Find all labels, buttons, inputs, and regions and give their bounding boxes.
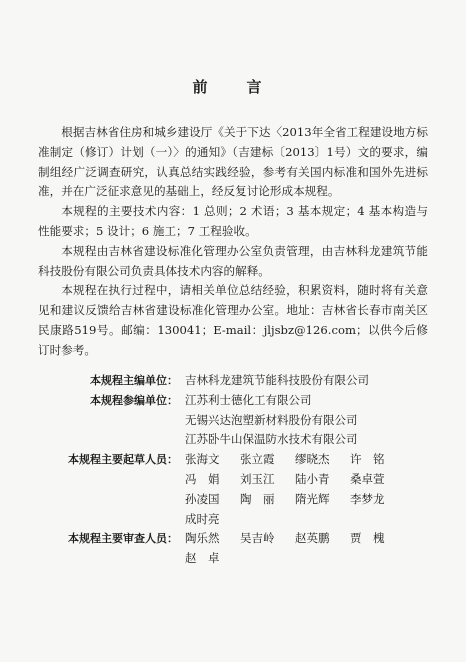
org-name: 江苏利士德化工有限公司 [185,392,312,407]
person-name: 刘玉江 [240,471,275,486]
person-name: 成时亮 [185,511,220,526]
participant-orgs [178,391,358,450]
reviewers-label: 本规程主要审查人员： [68,532,178,546]
chief-editor-row [61,371,441,391]
preface-paragraph-2: 本规程的主要技术内容：1 总则；2 术语；3 基本规定；4 基本构造与性能要求；5 设计；6 施工；7 工程验收。 [38,204,428,238]
org-name: 吉林科龙建筑节能科技股份有限公司 [185,373,369,387]
person-name: 陆小青 [295,471,330,486]
org-name: 无锡兴达泡塑新材料股份有限公司 [185,412,358,427]
person-name: 张立霞 [240,452,275,467]
person-name: 赵英鹏 [295,531,330,546]
reviewers-row [61,529,441,569]
person-name: 李梦龙 [350,491,385,506]
person-name: 陶 丽 [240,491,275,506]
person-name: 缪晓杰 [295,452,330,467]
person-name: 许 铭 [350,452,385,467]
preface-paragraph-4: 本规程在执行过程中，请相关单位总结经验，积累资料，随时将有关意见和建议反馈给吉林省建设标准化管理办公室。地址：吉林省长春市南关区民康路519号。邮编：130041；E-mail：jljsbz@126.com；以供今后修订时参考。 [38,283,428,357]
person-name: 陶乐然 [185,531,220,546]
preface-body [38,123,428,361]
org-name: 江苏卧牛山保温防水技术有限公司 [185,432,358,447]
chief-editor-label: 本规程主编单位： [90,374,178,387]
chief-editor-orgs [178,371,369,391]
drafter-names [178,450,398,529]
participants-label: 本规程参编单位： [90,393,178,407]
preface-paragraph-3: 本规程由吉林省建设标准化管理办公室负责管理，由吉林科龙建筑节能科技股份有限公司负责具体技术内容的解释。 [38,243,428,278]
preface-paragraph-1: 根据吉林省住房和城乡建设厅《关于下达〈2013年全省工程建设地方标准制定（修订）计划（一）〉的通知》（吉建标〔2013〕1号）文的要求，编制组经广泛调查研究，认真总结实践经验，参考有关国内标准和国外先进标准，并在广泛征求意见的基础上，经反复讨论形成本规程。 [38,125,428,199]
personnel-roster [61,371,441,569]
person-name: 贾 槐 [350,531,385,546]
person-name: 张海文 [185,452,220,467]
person-name: 赵 卓 [185,551,220,566]
drafters-label: 本规程主要起草人员： [68,453,178,467]
drafters-row [61,450,441,529]
page-title: 前 言 [192,78,274,96]
person-name: 隋光辉 [295,491,330,506]
person-name: 吴吉岭 [240,531,275,546]
participants-row [61,391,441,450]
person-name: 桑卓萱 [350,471,385,486]
person-name: 孙凌国 [185,491,220,506]
reviewer-names [178,529,398,569]
person-name: 冯 娟 [185,471,220,486]
